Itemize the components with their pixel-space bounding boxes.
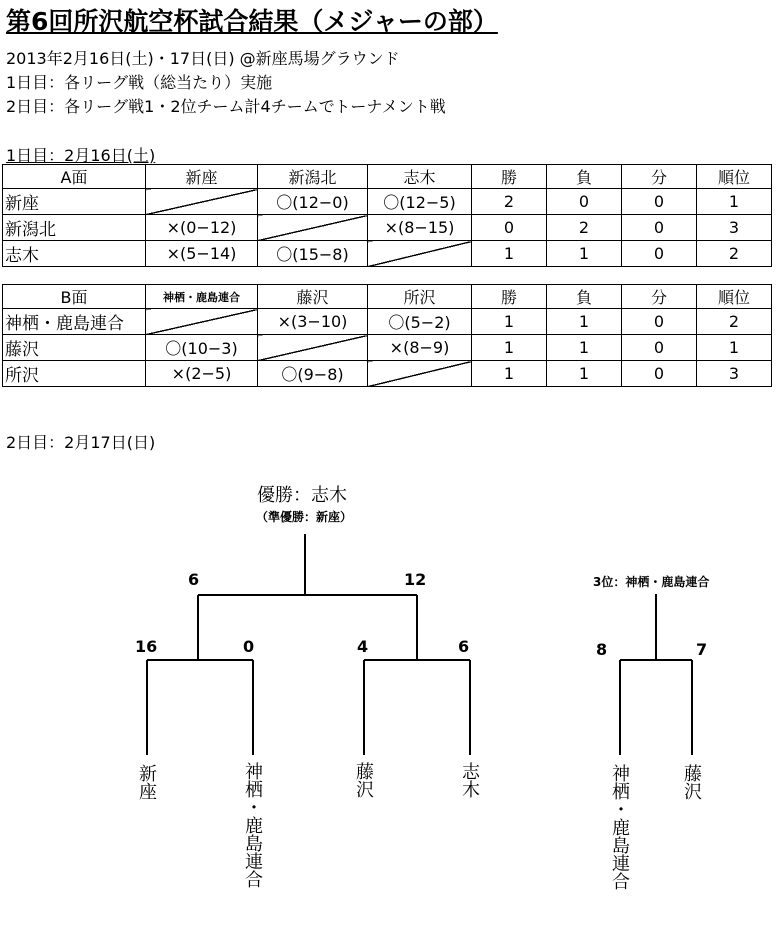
wins-cell: 1: [472, 309, 547, 335]
bracket-team: 神栖・鹿島連合: [242, 762, 263, 888]
semi-score: 4: [357, 637, 369, 656]
draws-cell: 0: [622, 241, 697, 267]
result-cell: ×(3−10): [258, 309, 368, 335]
header-cell: 新潟北: [258, 165, 368, 189]
header-cell: 負: [547, 165, 622, 189]
draws-cell: 0: [622, 335, 697, 361]
team-name: 所沢: [3, 361, 146, 387]
event-dates: 2013年2月16日(土)・17日(日) @新座馬場グラウンド: [6, 49, 400, 68]
result-cell: ×(0−12): [146, 215, 258, 241]
wins-cell: 1: [472, 335, 547, 361]
semi-score: 16: [135, 637, 158, 656]
result-cell: 〇(12−5): [368, 189, 472, 215]
bracket-team: 神栖・鹿島連合: [609, 764, 630, 890]
rank-cell: 2: [697, 309, 772, 335]
losses-cell: 0: [547, 189, 622, 215]
draws-cell: 0: [622, 189, 697, 215]
team-name: 藤沢: [3, 335, 146, 361]
losses-cell: 1: [547, 335, 622, 361]
bracket-team: 藤沢: [681, 764, 702, 800]
header-cell: 所沢: [368, 285, 472, 309]
header-cell: 勝: [472, 165, 547, 189]
header-cell: 志木: [368, 165, 472, 189]
semi-score: 6: [458, 637, 470, 656]
losses-cell: 1: [547, 309, 622, 335]
wins-cell: 0: [472, 215, 547, 241]
bracket-team: 新座: [136, 764, 157, 800]
page-title: 第6回所沢航空杯試合結果（メジャーの部）: [6, 7, 498, 36]
header-cell: 神栖・鹿島連合: [146, 285, 258, 309]
result-cell: ×(2−5): [146, 361, 258, 387]
team-name: 新座: [3, 189, 146, 215]
header-cell: 分: [622, 285, 697, 309]
third-place-label: 3位：神栖・鹿島連合: [593, 575, 710, 589]
wins-cell: 2: [472, 189, 547, 215]
result-cell: ×(5−14): [146, 241, 258, 267]
final-score-right: 12: [404, 570, 427, 589]
team-name: 新潟北: [3, 215, 146, 241]
header-cell: B面: [3, 285, 146, 309]
rank-cell: 3: [697, 361, 772, 387]
final-score-left: 6: [188, 570, 200, 589]
losses-cell: 1: [547, 361, 622, 387]
third-place-score: 8: [596, 640, 608, 659]
result-cell: 〇(5−2): [368, 309, 472, 335]
result-cell: 〇(15−8): [258, 241, 368, 267]
header-cell: 新座: [146, 165, 258, 189]
day2-label: 2日目：2月17日(日): [6, 433, 156, 452]
draws-cell: 0: [622, 309, 697, 335]
result-cell: ×(8−9): [368, 335, 472, 361]
result-cell: ×(8−15): [368, 215, 472, 241]
draws-cell: 0: [622, 215, 697, 241]
header-cell: 藤沢: [258, 285, 368, 309]
day1-label: 1日目：2月16日(土): [6, 146, 156, 165]
team-name: 神栖・鹿島連合: [3, 309, 146, 335]
draws-cell: 0: [622, 361, 697, 387]
losses-cell: 1: [547, 241, 622, 267]
header-cell: 分: [622, 165, 697, 189]
team-name: 志木: [3, 241, 146, 267]
runner-up-label: （準優勝：新座）: [256, 510, 353, 524]
semi-score: 0: [243, 637, 255, 656]
header-cell: 順位: [697, 285, 772, 309]
wins-cell: 1: [472, 241, 547, 267]
day2-description: 2日目：各リーグ戦1・2位チーム計4チームでトーナメント戦: [6, 97, 446, 116]
header-cell: 負: [547, 285, 622, 309]
champion-label: 優勝：志木: [257, 485, 347, 506]
header-cell: A面: [3, 165, 146, 189]
bracket-team: 藤沢: [353, 762, 374, 798]
rank-cell: 1: [697, 335, 772, 361]
wins-cell: 1: [472, 361, 547, 387]
header-cell: 勝: [472, 285, 547, 309]
third-place-score: 7: [696, 640, 708, 659]
losses-cell: 2: [547, 215, 622, 241]
bracket-team: 志木: [459, 762, 480, 798]
rank-cell: 2: [697, 241, 772, 267]
result-cell: 〇(12−0): [258, 189, 368, 215]
result-cell: 〇(9−8): [258, 361, 368, 387]
header-cell: 順位: [697, 165, 772, 189]
day1-description: 1日目：各リーグ戦（総当たり）実施: [6, 73, 273, 92]
result-cell: 〇(10−3): [146, 335, 258, 361]
rank-cell: 3: [697, 215, 772, 241]
rank-cell: 1: [697, 189, 772, 215]
